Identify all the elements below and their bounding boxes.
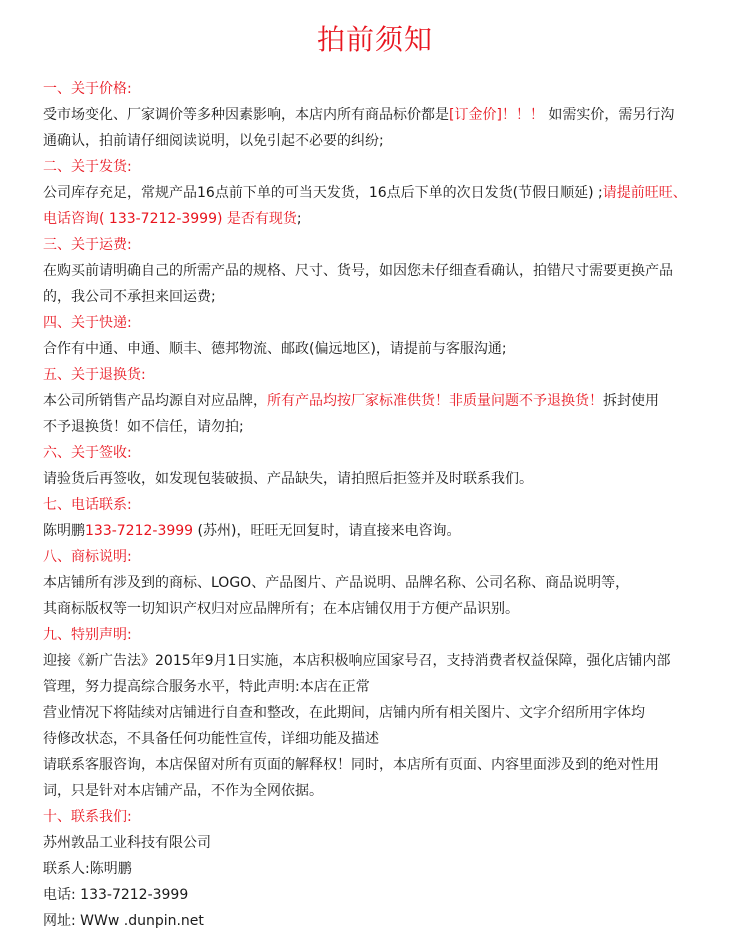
body-text: 本店铺所有涉及到的商标、LOGO、产品图片、产品说明、品牌名称、公司名称、商品说明等， [43,575,630,591]
section-heading [43,440,723,466]
body-text: 管理，努力提高综合服务水平，特此声明:本店在正常 [43,679,370,695]
text-line [43,570,723,596]
section-heading [43,76,723,102]
highlight-text: 八、商标说明: [43,549,132,565]
highlight-text: 四、关于快递: [43,315,132,331]
body-text: 电话: 133-7212-3999 [43,887,189,903]
text-line [43,674,723,700]
text-line [43,700,723,726]
highlight-text: 二、关于发货: [43,159,132,175]
text-line [43,206,723,232]
body-text: 请联系客服咨询，本店保留对所有页面的解释权！同时，本店所有页面、内容里面涉及到的绝对性用 [43,757,659,773]
section-heading [43,232,723,258]
body-text: 如需实价，需另行沟 [543,107,675,123]
body-text: 在购买前请明确自己的所需产品的规格、尺寸、货号，如因您未仔细查看确认，拍错尺寸需要更换产品 [43,263,673,279]
body-text: 网址: WWw .dunpin.net [43,913,204,929]
body-text: (苏州)，旺旺无回复时，请直接来电咨询。 [193,523,461,539]
body-text: 待修改状态，不具备任何功能性宣传，详细功能及描述 [43,731,379,747]
text-line [43,908,723,934]
highlight-text: 一、关于价格: [43,81,132,97]
text-line [43,388,723,414]
text-line [43,596,723,622]
body-text: 通确认，拍前请仔细阅读说明，以免引起不必要的纠纷; [43,133,384,149]
text-line [43,518,723,544]
text-line [43,466,723,492]
section-heading [43,154,723,180]
highlight-text: [订金价]！！！ [449,107,544,123]
text-line [43,830,723,856]
body-text: 词，只是针对本店铺产品，不作为全网依据。 [43,783,323,799]
text-line [43,128,723,154]
text-line [43,180,723,206]
text-line [43,284,723,310]
text-line [43,102,723,128]
highlight-text: 请提前旺旺、 [602,185,687,201]
highlight-text: 所有产品均按厂家标准供货！非质量问题不予退换货！ [267,393,603,409]
body-text: 的，我公司不承担来回运费; [43,289,216,305]
section-heading [43,804,723,830]
body-text: 联系人:陈明鹏 [43,861,132,877]
highlight-text: 133-7212-3999 [85,523,194,539]
text-line [43,258,723,284]
section-heading [43,362,723,388]
text-line [43,882,723,908]
text-line [43,414,723,440]
highlight-text: 五、关于退换货: [43,367,146,383]
body-text: 苏州敦品工业科技有限公司 [43,835,211,851]
text-line [43,726,723,752]
highlight-text: 九、特别声明: [43,627,132,643]
body-text: 迎接《新广告法》2015年9月1日实施，本店积极响应国家号召，支持消费者权益保障，强化店铺内部 [43,653,671,669]
highlight-text: 十、联系我们: [43,809,132,825]
highlight-text: 电话咨询( 133-7212-3999) 是否有现货 [43,211,297,227]
body-text: 本公司所销售产品均源自对应品牌， [43,393,267,409]
body-text: ; [296,211,302,227]
section-heading [43,492,723,518]
page-title: 拍前须知 [316,23,433,56]
body-text: 陈明鹏 [43,523,85,539]
highlight-text: 七、电话联系: [43,497,132,513]
body-text: 公司库存充足，常规产品16点前下单的可当天发货，16点后下单的次日发货(节假日顺延) ; [43,185,603,201]
body-text: 受市场变化、厂家调价等多种因素影响，本店内所有商品标价都是 [43,107,449,123]
body-text: 合作有中通、申通、顺丰、德邦物流、邮政(偏远地区)，请提前与客服沟通; [43,341,507,357]
body-text: 营业情况下将陆续对店铺进行自查和整改，在此期间，店铺内所有相关图片、文字介绍所用字体均 [43,705,645,721]
text-line [43,856,723,882]
section-heading [43,310,723,336]
body-text: 不予退换货！如不信任，请勿拍; [43,419,244,435]
text-line [43,778,723,804]
body-text: 请验货后再签收，如发现包装破损、产品缺失，请拍照后拒签并及时联系我们。 [43,471,533,487]
text-line [43,336,723,362]
highlight-text: 六、关于签收: [43,445,132,461]
highlight-text: 三、关于运费: [43,237,132,253]
text-line [43,648,723,674]
body-text: 其商标版权等一切知识产权归对应品牌所有；在本店铺仅用于方便产品识别。 [43,601,519,617]
body-text: 拆封使用 [603,393,659,409]
section-heading [43,544,723,570]
notice-content [43,76,723,934]
section-heading [43,622,723,648]
text-line [43,752,723,778]
